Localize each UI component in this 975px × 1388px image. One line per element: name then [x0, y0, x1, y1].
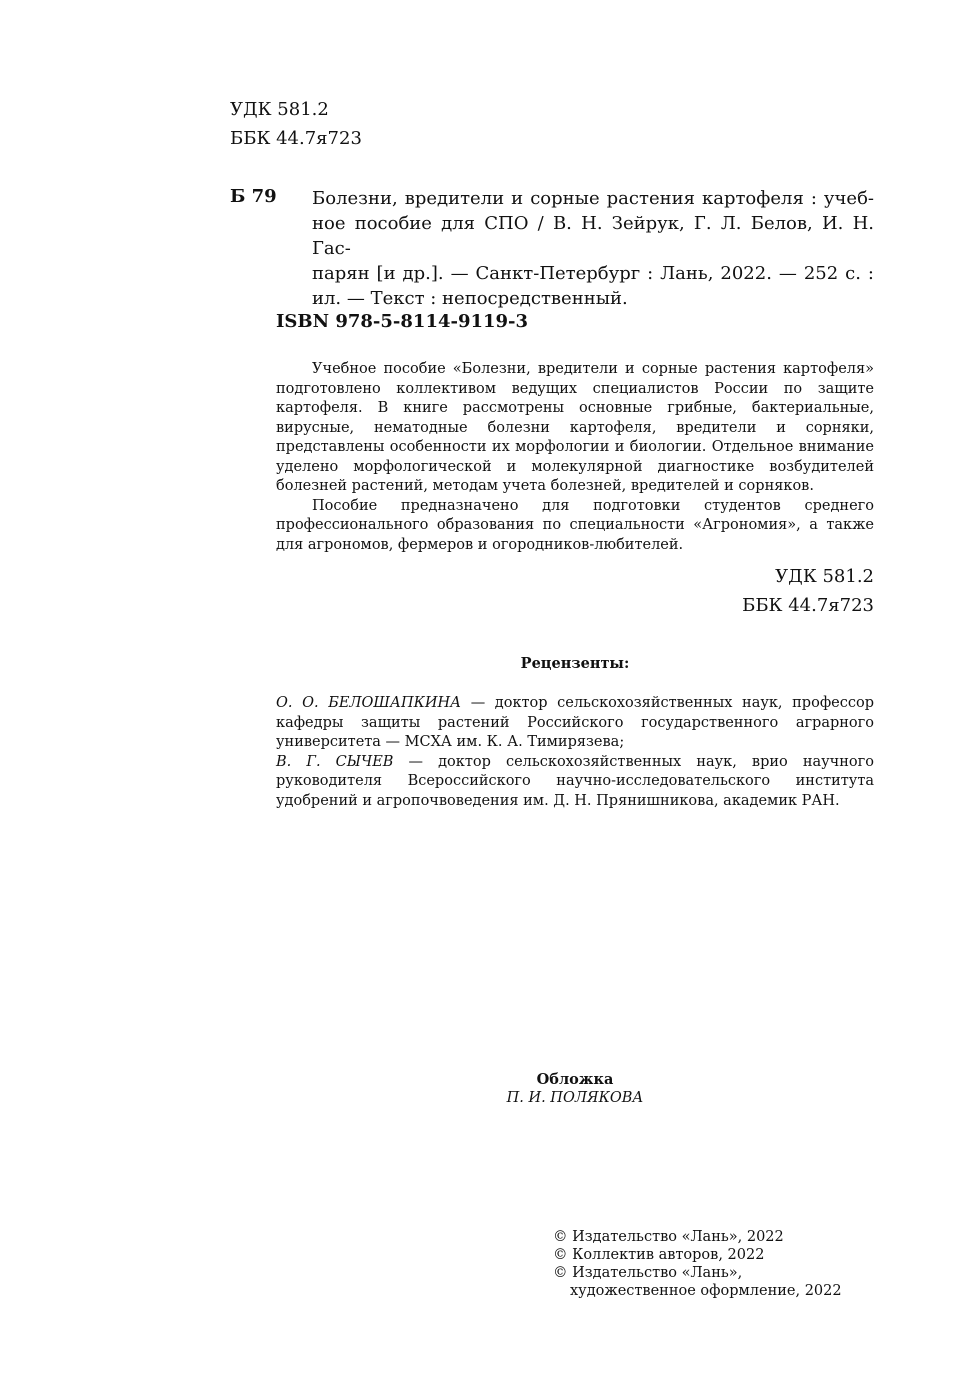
cover-designer: П. И. ПОЛЯКОВА [506, 1090, 644, 1106]
isbn: ISBN 978-5-8114-9119-3 [276, 311, 529, 332]
reviewer-entry [276, 694, 874, 753]
bbk-code: ББК 44.7я723 [230, 128, 362, 149]
author-mark: Б 79 [230, 186, 277, 207]
udk-code: УДК 581.2 [775, 566, 874, 587]
reviewers-heading: Рецензенты: [520, 655, 630, 672]
reviewer-name: В. Г. СЫЧЕВ [276, 753, 394, 770]
annotation [276, 360, 874, 555]
copyright-line: художественное оформление, 2022 [570, 1283, 842, 1299]
biblio-line: парян [и др.]. — Санкт-Петербург : Лань, 2022. — 252 с. : [312, 263, 874, 284]
cover-label: Обложка [536, 1071, 614, 1088]
biblio-line: Болезни, вредители и сорные растения картофеля : учеб- [312, 188, 874, 209]
copyright-line: © Издательство «Лань», [553, 1265, 743, 1281]
bbk-code: ББК 44.7я723 [742, 595, 874, 616]
copyright-line: © Издательство «Лань», 2022 [553, 1229, 784, 1245]
bibliographic-record [312, 186, 874, 311]
reviewer-description: — доктор сельскохозяйственных наук, профессор кафедры защиты растений Российского государственного аграрного университета — МСХА им. К. А. Тимирязева; [276, 695, 875, 750]
annotation-paragraph: Пособие предназначено для подготовки студентов среднего профессионального образования по специальности «Агрономия», а также для агрономов, фермеров и огородников-любителей. [276, 497, 874, 553]
copyright-block [553, 1228, 842, 1300]
udk-code: УДК 581.2 [230, 99, 329, 120]
copyright-line: © Коллектив авторов, 2022 [553, 1247, 765, 1263]
reviewers-list [276, 694, 874, 811]
annotation-paragraph: Учебное пособие «Болезни, вредители и сорные растения картофеля» подготовлено коллективом ведущих специалистов России по защите картофеля. В книге рассмотрены основные грибные, бактериальные, вирусные, нематодные болезни картофеля, вредители и сорняки, представлены особенности их морфологии и биологии. Отдельное внимание уделено морфологической и молекулярной диагностике возбудителей болезней растений, методам учета болезней, вредителей и сорняков. [276, 361, 874, 494]
top-classification [230, 95, 362, 153]
reviewer-entry [276, 753, 874, 812]
reviewer-name: О. О. БЕЛОШАПКИНА [276, 695, 462, 711]
reviewer-description: — доктор сельскохозяйственных наук, врио научного руководителя Всероссийского научно-исследовательского института удобрений и агропочвоведения им. Д. Н. Прянишникова, академик РАН. [276, 753, 874, 809]
biblio-line: ное пособие для СПО / В. Н. Зейрук, Г. Л. Белов, И. Н. Гас- [312, 213, 874, 259]
biblio-line: ил. — Текст : непосредственный. [312, 288, 628, 309]
bottom-classification [742, 562, 874, 620]
cover-credit [500, 1071, 650, 1107]
